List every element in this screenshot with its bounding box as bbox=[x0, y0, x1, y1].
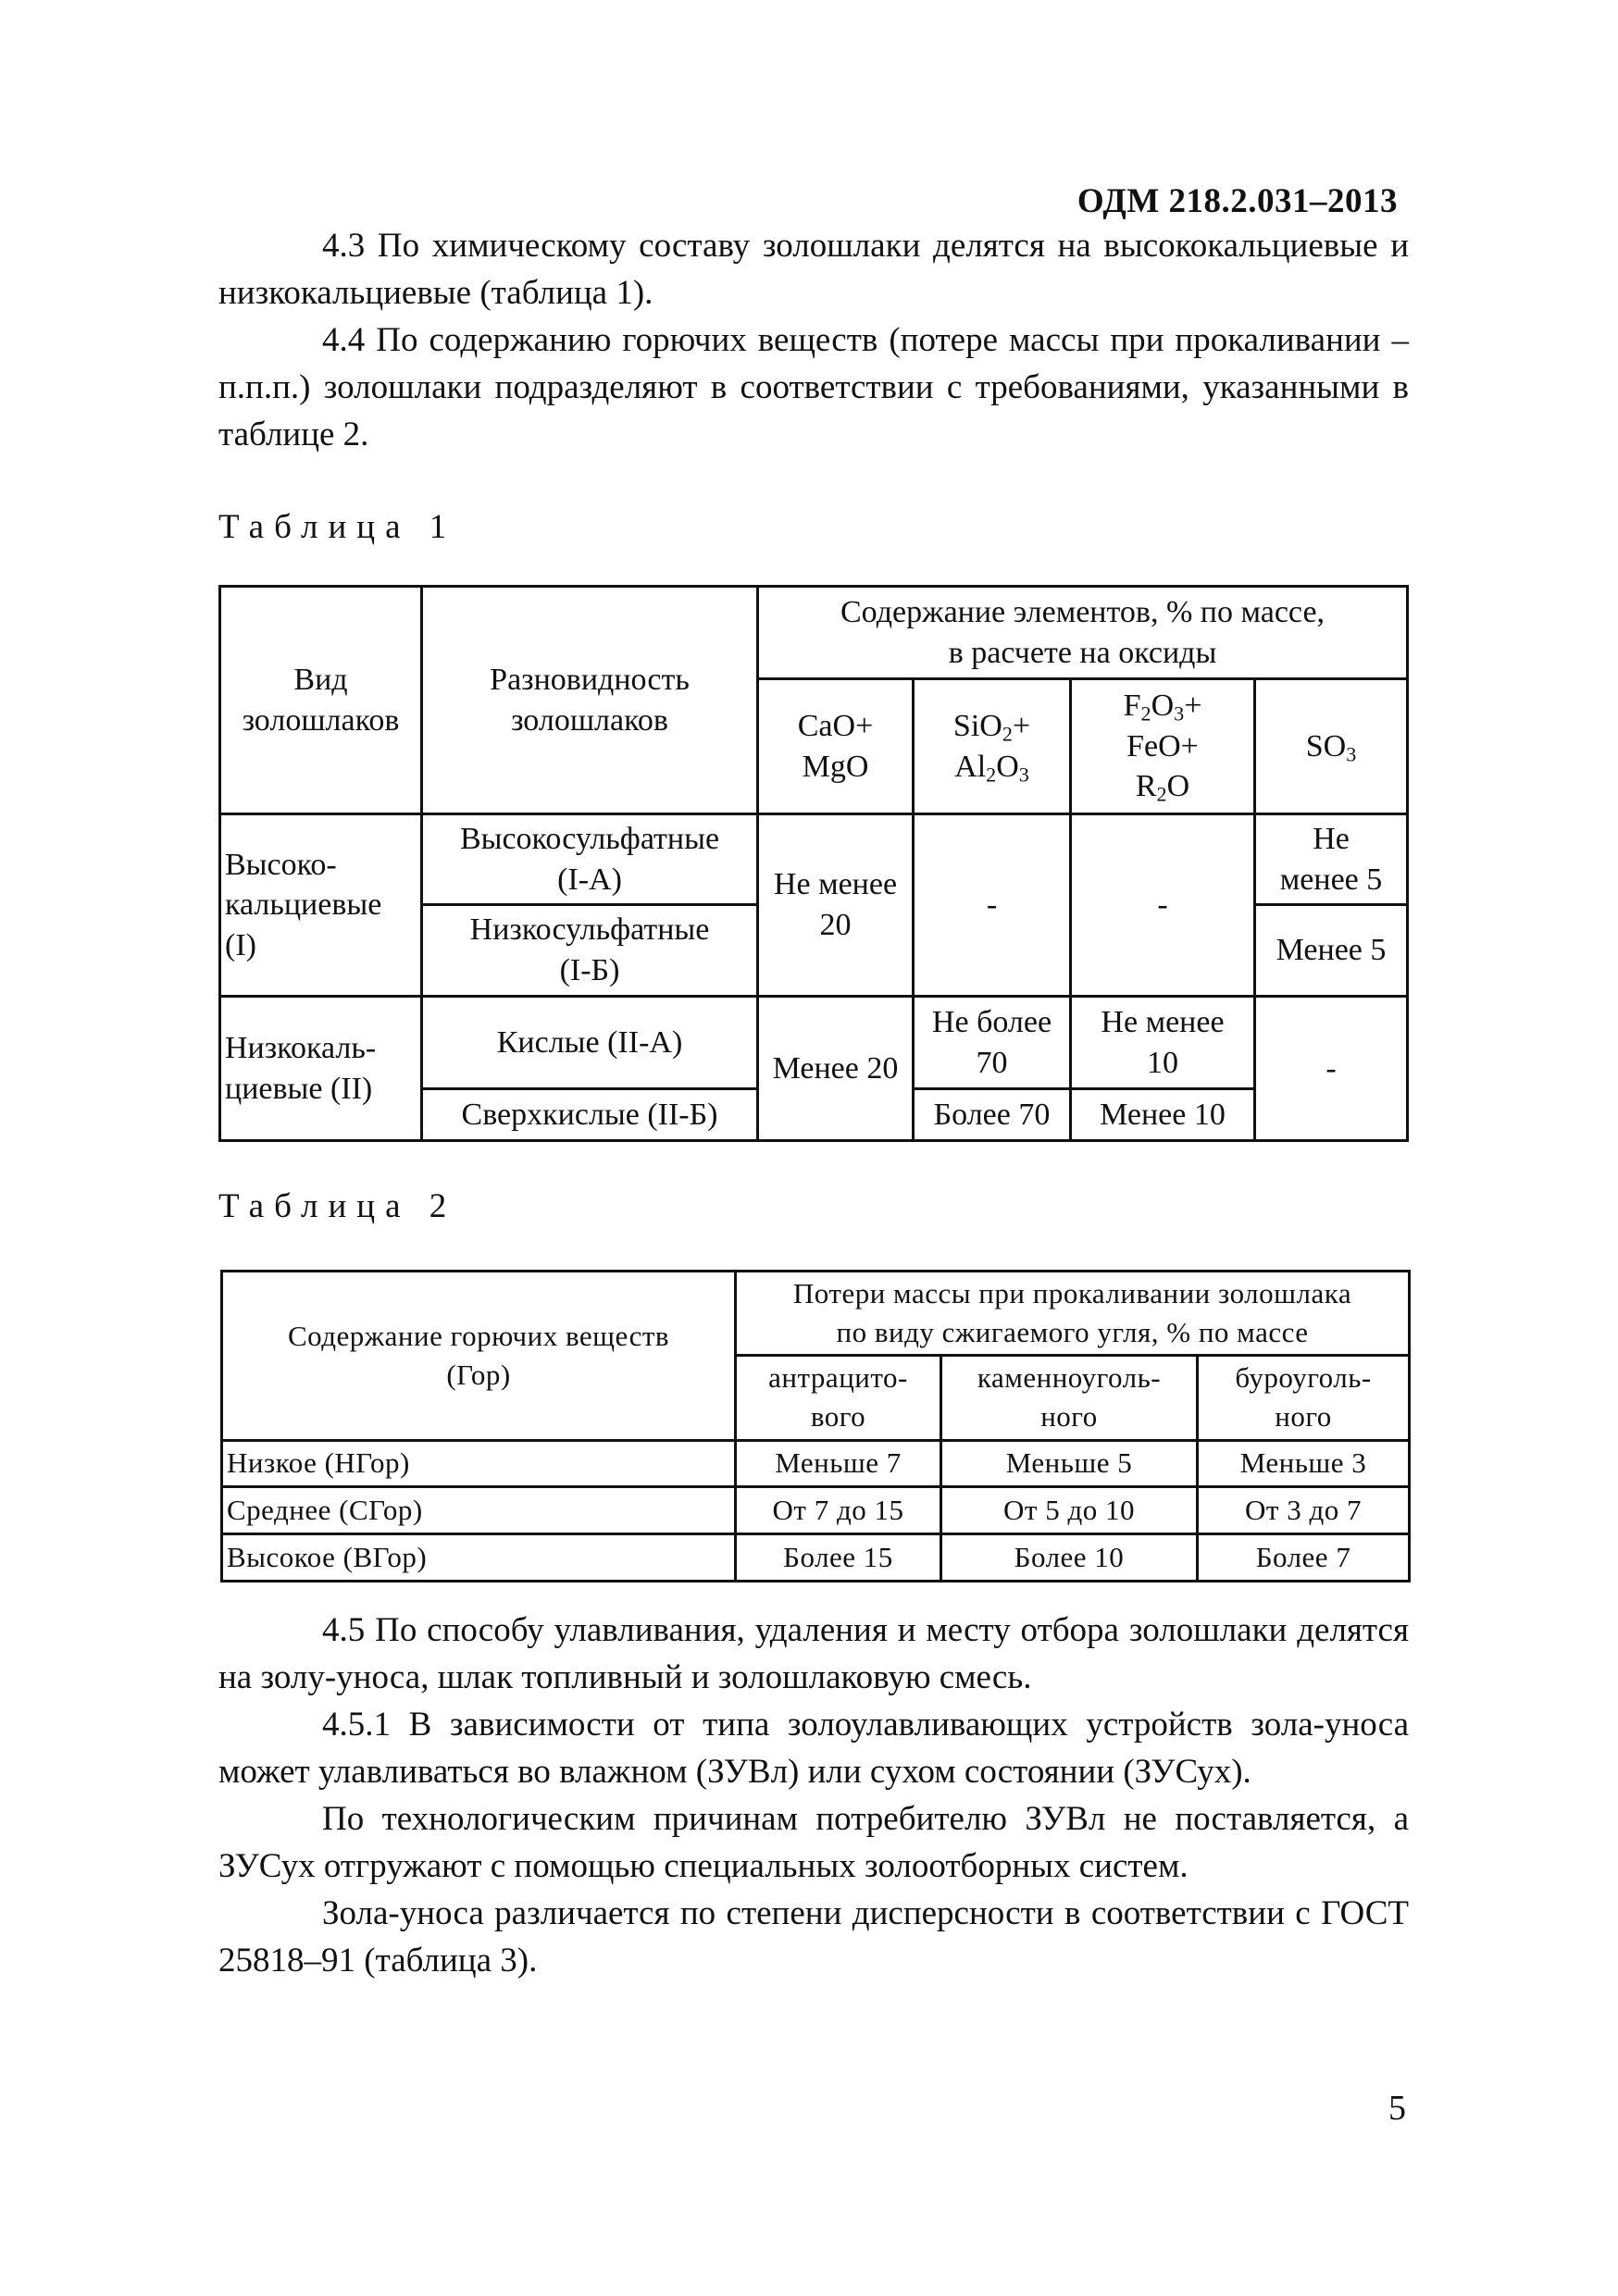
table1-group-low-calcium bbox=[220, 997, 422, 1141]
cell-line: MgO bbox=[802, 749, 869, 784]
paragraph-4-5-text: 4.5 По способу улавливания, удаления и месту отбора золошлаки делятся на золу-уноса, шлак топливный и золошлаковую смесь. bbox=[218, 1611, 1409, 1696]
table-2 bbox=[220, 1270, 1411, 1582]
cell-line: Вид bbox=[293, 662, 348, 697]
formula-subscript: 2 bbox=[1002, 722, 1013, 746]
cell-line bbox=[1076, 766, 1250, 807]
formula-subscript: 2 bbox=[1156, 782, 1167, 806]
table1-head-content bbox=[758, 587, 1408, 679]
formula-part: SiO bbox=[952, 708, 1002, 743]
formula-subscript: 2 bbox=[1140, 701, 1151, 726]
table2-cell: Более 7 bbox=[1198, 1533, 1410, 1581]
table1-fe-iib: Менее 10 bbox=[1071, 1089, 1255, 1141]
cell-line: Разновидность bbox=[490, 662, 690, 697]
table1-head-sio2-al2o3 bbox=[914, 679, 1071, 814]
cell-line: (I-А) bbox=[557, 862, 622, 897]
paragraph-dispersion-text: Зола-уноса различается по степени дисперсности в соответствии с ГОСТ 25818–91 (таблица 3). bbox=[218, 1894, 1409, 1980]
table2-head-loss bbox=[736, 1272, 1410, 1356]
cell-line: золошлаков bbox=[242, 702, 400, 738]
cell-line: антрацито- bbox=[768, 1361, 908, 1395]
cell-line: Содержание элементов, % по массе, bbox=[840, 594, 1326, 629]
formula-part: + bbox=[1012, 708, 1031, 743]
table1-caption: Таблица 1 bbox=[218, 508, 457, 546]
paragraph-4-4-text: 4.4 По содержанию горючих веществ (потере массы при прокаливании – п.п.п.) золошлаки подразделяют в соответствии с требованиями, указанными в таблице 2. bbox=[218, 321, 1409, 453]
cell-line: по виду сжигаемого угля, % по массе bbox=[836, 1315, 1309, 1348]
cell-line: CaO+ bbox=[797, 708, 874, 743]
table-1 bbox=[218, 585, 1409, 1142]
table2-row-label: Высокое (ВГор) bbox=[222, 1533, 736, 1581]
paragraph-4-5 bbox=[218, 1607, 1409, 1701]
table2-cell: Меньше 3 bbox=[1198, 1440, 1410, 1486]
table1-fe-high: - bbox=[1071, 814, 1255, 997]
table2-head-content bbox=[222, 1272, 736, 1441]
table1-head-vid bbox=[220, 587, 422, 814]
table1-head-fe-oxides bbox=[1071, 679, 1255, 814]
table2-head-anthracite bbox=[736, 1355, 941, 1440]
cell-line: 10 bbox=[1147, 1045, 1178, 1080]
table1-sio-high: - bbox=[914, 814, 1071, 997]
formula-part: F bbox=[1123, 689, 1141, 724]
table2-row-label: Низкое (НГор) bbox=[222, 1440, 736, 1486]
formula-subscript: 2 bbox=[986, 763, 997, 787]
formula-subscript: 3 bbox=[1174, 701, 1185, 726]
table1-so3-low: - bbox=[1255, 997, 1408, 1141]
table1-type-ib bbox=[422, 905, 758, 997]
table1-head-cao-mgo bbox=[758, 679, 914, 814]
cell-line: кальциевые bbox=[225, 887, 382, 923]
cell-line: Не менее bbox=[773, 867, 898, 902]
table1-type-iia: Кислые (II-А) bbox=[422, 997, 758, 1089]
paragraph-technological bbox=[218, 1795, 1409, 1890]
cell-line: буроуголь- bbox=[1235, 1361, 1372, 1395]
table2-cell: От 7 до 15 bbox=[736, 1486, 941, 1533]
cell-line: FeO+ bbox=[1126, 728, 1199, 763]
cell-line: менее 5 bbox=[1279, 862, 1383, 897]
paragraph-4-4 bbox=[218, 316, 1409, 458]
cell-line: Потери массы при прокаливании золошлака bbox=[792, 1277, 1352, 1309]
table1-head-raznovidnost bbox=[422, 587, 758, 814]
table2-header-row bbox=[222, 1272, 1410, 1356]
cell-line: ного bbox=[1040, 1400, 1098, 1433]
formula-part: SO bbox=[1305, 728, 1347, 763]
table2-cell: От 3 до 7 bbox=[1198, 1486, 1410, 1533]
table1-row-ia bbox=[220, 814, 1408, 905]
table1-sio-iia bbox=[914, 997, 1071, 1089]
paragraph-dispersion bbox=[218, 1890, 1409, 1984]
formula-part: O bbox=[1166, 769, 1190, 804]
cell-line: (I-Б) bbox=[559, 953, 620, 987]
table1-head-so3 bbox=[1255, 679, 1408, 814]
cell-line: (Гор) bbox=[446, 1358, 511, 1391]
paragraph-4-3 bbox=[218, 222, 1409, 316]
paragraph-4-3-text: 4.3 По химическому составу золошлаки делятся на высококальциевые и низкокальциевые (таблица 1). bbox=[218, 227, 1409, 312]
formula-subscript: 3 bbox=[1346, 742, 1357, 766]
table2-cell: Меньше 7 bbox=[736, 1440, 941, 1486]
cell-line: каменноуголь- bbox=[977, 1361, 1162, 1395]
cell-line: 20 bbox=[819, 908, 852, 942]
page-number: 5 bbox=[1388, 2089, 1406, 2128]
table2-head-brown-coal bbox=[1198, 1355, 1410, 1440]
cell-line: 70 bbox=[976, 1045, 1008, 1080]
cell-line: ного bbox=[1275, 1400, 1332, 1433]
table2-caption: Таблица 2 bbox=[218, 1187, 457, 1225]
cell-line: Не более bbox=[931, 1004, 1052, 1039]
table1-cao-high bbox=[758, 814, 914, 997]
document-code: ОДМ 218.2.031–2013 bbox=[1077, 182, 1398, 220]
cell-line bbox=[1076, 686, 1250, 726]
formula-part: R bbox=[1135, 769, 1157, 804]
table-row bbox=[222, 1440, 1410, 1486]
cell-line: Высоко- bbox=[225, 847, 337, 882]
cell-line: Низкосульфатные bbox=[469, 912, 710, 948]
cell-line: Содержание горючих веществ bbox=[287, 1320, 670, 1352]
table1-group-high-calcium bbox=[220, 814, 422, 997]
cell-line: вого bbox=[810, 1400, 866, 1433]
cell-line bbox=[918, 706, 1065, 747]
paragraph-4-5-1-text: 4.5.1 В зависимости от типа золоулавливающих устройств зола-уноса может улавливаться во влажном (ЗУВл) или сухом состоянии (ЗУСух). bbox=[218, 1706, 1409, 1791]
cell-line: циевые (II) bbox=[225, 1071, 373, 1106]
table2-cell: Меньше 5 bbox=[941, 1440, 1198, 1486]
table1-type-ia bbox=[422, 814, 758, 905]
table-row bbox=[222, 1533, 1410, 1581]
cell-line: Высокосульфатные bbox=[459, 821, 720, 856]
table2-head-bituminous bbox=[941, 1355, 1198, 1440]
formula-part: O bbox=[1151, 689, 1175, 724]
cell-line: Низкокаль- bbox=[225, 1030, 377, 1065]
formula-part: + bbox=[1184, 689, 1202, 724]
table1-cao-low: Менее 20 bbox=[758, 997, 914, 1141]
formula-part: O bbox=[996, 749, 1019, 784]
table1-sio-iib: Более 70 bbox=[914, 1089, 1071, 1141]
table1-type-iib: Сверхкислые (II-Б) bbox=[422, 1089, 758, 1141]
formula-part: Al bbox=[954, 749, 987, 784]
table1-fe-iia bbox=[1071, 997, 1255, 1089]
cell-line: золошлаков bbox=[511, 702, 668, 738]
formula-subscript: 3 bbox=[1018, 763, 1029, 787]
cell-line: (I) bbox=[225, 927, 256, 962]
paragraph-4-5-1 bbox=[218, 1701, 1409, 1795]
table1-header-row bbox=[220, 587, 1408, 679]
table2-cell: Более 10 bbox=[941, 1533, 1198, 1581]
cell-line: Не bbox=[1313, 821, 1350, 856]
cell-line: в расчете на оксиды bbox=[948, 635, 1217, 670]
table2-cell: Более 15 bbox=[736, 1533, 941, 1581]
table2-cell: От 5 до 10 bbox=[941, 1486, 1198, 1533]
table1-row-iia bbox=[220, 997, 1408, 1089]
cell-line: Не менее bbox=[1101, 1004, 1225, 1039]
table2-row-label: Среднее (СГор) bbox=[222, 1486, 736, 1533]
cell-line bbox=[918, 747, 1065, 788]
paragraph-technological-text: По технологическим причинам потребителю ЗУВл не поставляется, а ЗУСух отгружают с помощью специальных золоотборных систем. bbox=[218, 1800, 1409, 1885]
table1-so3-ib: Менее 5 bbox=[1255, 905, 1408, 997]
table-row bbox=[222, 1486, 1410, 1533]
table1-so3-ia bbox=[1255, 814, 1408, 905]
